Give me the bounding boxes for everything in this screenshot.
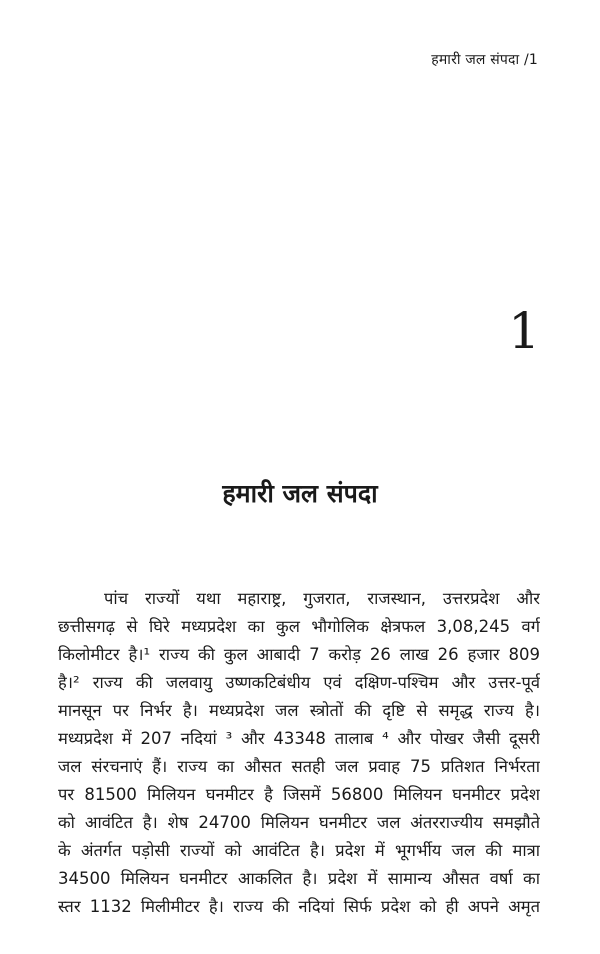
text-line: 34500 मिलियन घनमीटर आकलित है। प्रदेश में सामान्य औसत वर्षा का [58, 869, 540, 888]
chapter-title: हमारी जल संपदा [222, 479, 378, 508]
chapter-number: 1 [508, 302, 540, 360]
text-line: को आवंटित है। शेष 24700 मिलियन घनमीटर जल अंतरराज्यीय समझौते [58, 813, 540, 832]
running-header: हमारी जल संपदा /1 [431, 52, 538, 68]
text-line: स्तर 1132 मिलीमीटर है। राज्य की नदियां सिर्फ प्रदेश को ही अपने अमृत [58, 897, 540, 916]
body-paragraph [58, 585, 540, 921]
text-line: छत्तीसगढ़ से घिरे मध्यप्रदेश का कुल भौगोलिक क्षेत्रफल 3,08,245 वर्ग [58, 617, 540, 636]
text-line: पांच राज्यों यथा महाराष्ट्र, गुजरात, राजस्थान, उत्तरप्रदेश और [104, 589, 540, 608]
text-line: मानसून पर निर्भर है। मध्यप्रदेश जल स्त्रोतों की दृष्टि से समृद्ध राज्य है। [58, 701, 540, 720]
text-line: किलोमीटर है।¹ राज्य की कुल आबादी 7 करोड़ 26 लाख 26 हजार 809 [58, 645, 540, 664]
text-line: मध्यप्रदेश में 207 नदियां ³ और 43348 तालाब ⁴ और पोखर जैसी दूसरी [58, 729, 540, 748]
text-line: है।² राज्य की जलवायु उष्णकटिबंधीय एवं दक्षिण-पश्चिम और उत्तर-पूर्व [58, 673, 540, 692]
text-line: पर 81500 मिलियन घनमीटर है जिसमें 56800 मिलियन घनमीटर प्रदेश [58, 785, 540, 804]
text-line: के अंतर्गत पड़ोसी राज्यों को आवंटित है। प्रदेश में भूगर्भीय जल की मात्रा [58, 841, 540, 860]
text-line: जल संरचनाएं हैं। राज्य का औसत सतही जल प्रवाह 75 प्रतिशत निर्भरता [58, 757, 540, 776]
